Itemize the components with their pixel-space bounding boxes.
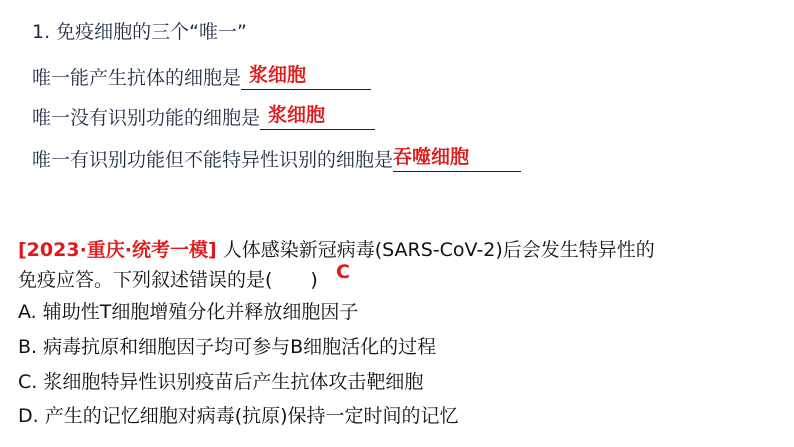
- question-stem-prefix: 免疫应答。下列叙述错误的是(: [18, 269, 273, 291]
- question-source: [2023·重庆·统考一模]: [18, 239, 217, 261]
- option-a: A. 辅助性T细胞增殖分化并释放细胞因子: [18, 301, 359, 323]
- option-c: C. 浆细胞特异性识别疫苗后产生抗体攻击靶细胞: [18, 371, 424, 393]
- answer-blank: [241, 64, 371, 90]
- fill-line-2: [32, 106, 375, 130]
- fill-line-3: [32, 148, 521, 172]
- question-stem-suffix: ): [310, 269, 318, 291]
- fill-prompt: 唯一能产生抗体的细胞是: [32, 67, 242, 89]
- option-b: B. 病毒抗原和细胞因子均可参与B细胞活化的过程: [18, 336, 437, 358]
- fill-prompt: 唯一没有识别功能的细胞是: [32, 107, 261, 129]
- question-stem-line-2: [18, 266, 318, 294]
- answer-blank: [260, 104, 375, 130]
- question-stem-text: 人体感染新冠病毒(SARS-CoV-2)后会发生特异性的: [216, 239, 655, 261]
- option-d: D. 产生的记忆细胞对病毒(抗原)保持一定时间的记忆: [18, 405, 459, 427]
- section-title: 1. 免疫细胞的三个“唯一”: [32, 21, 247, 43]
- fill-prompt: 唯一有识别功能但不能特异性识别的细胞是: [32, 149, 394, 171]
- question-stem-line-1: [18, 236, 655, 264]
- fill-answer: 浆细胞: [249, 64, 307, 86]
- fill-answer: 吞噬细胞: [393, 146, 470, 168]
- fill-answer: 浆细胞: [268, 104, 326, 126]
- question-answer: C: [336, 261, 350, 283]
- fill-line-1: [32, 66, 371, 90]
- answer-blank: [393, 146, 521, 172]
